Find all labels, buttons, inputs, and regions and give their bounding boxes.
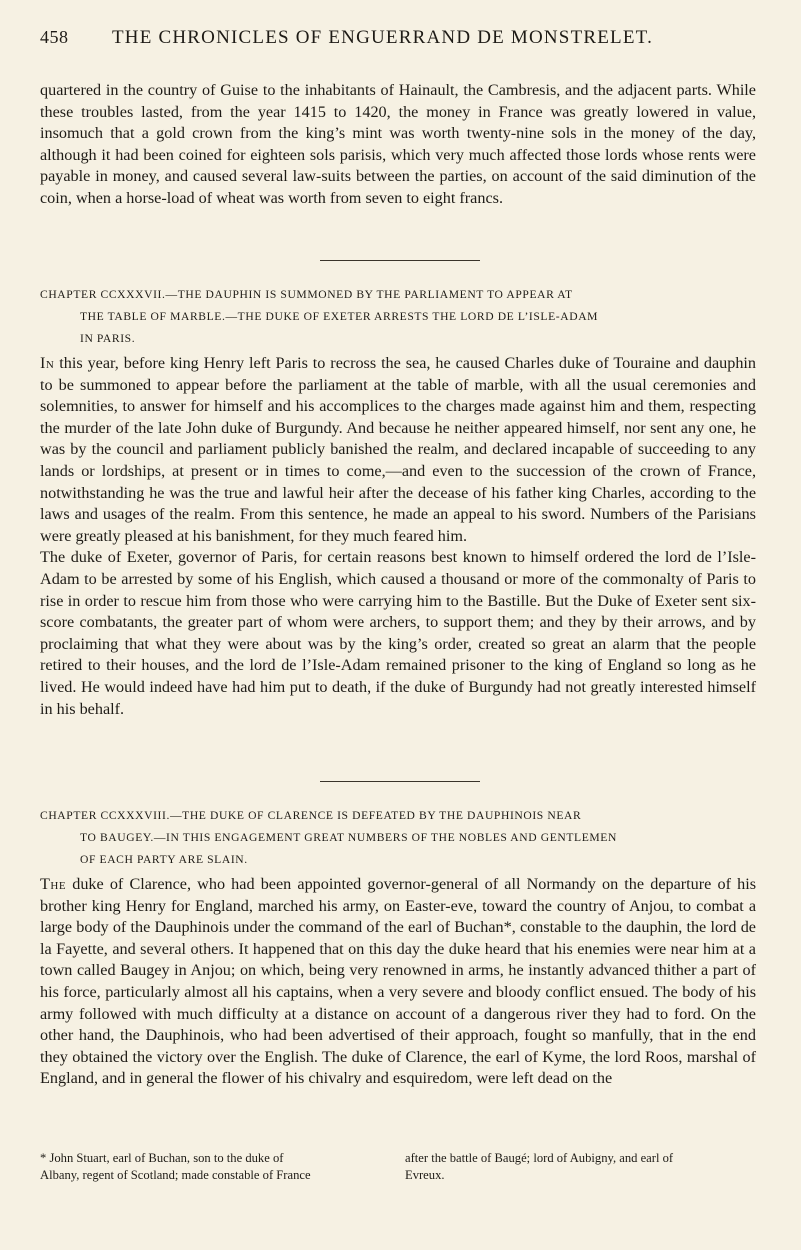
- chapter-237-paragraph-text: this year, before king Henry left Paris to recross the sea, he caused Charles duke of Touraine and dauphin to be summoned to appear before the parliament at the table of marble, with all the usual ceremonies and solemnities, to answer for himself and his accomplices to the charges made against him and them, respecting the murder of the late John duke of Burgundy. And because he neither appeared himself, nor sent any one, he was by the council and parliament publicly banished the realm, and declared incapable of succeeding to any lands or lordships, at present or in times to come,—and even to the succession of the crown of France, notwithstanding he was the true and lawful heir after the decease of his father king Charles, according to the laws and usages of the realm. From this sentence, he made an appeal to his sword. Numbers of the Parisians were greatly pleased at his banishment, for they much feared him.: [40, 354, 757, 545]
- opening-paragraph: quartered in the country of Guise to the inhabitants of Hainault, the Cambresis, and the adjacent parts. While these troubles lasted, from the year 1415 to 1420, the money in France was greatly lowered in value, insomuch that a gold crown from the king’s mint was worth twenty-nine sols in the money of the day, although it had been coined for eighteen sols parisis, which very much affected those lords whose rents were payable in money, and caused several law-suits between the parties, on account of the said diminution of the coin, when a horse-load of wheat was worth from seven to eight francs.: [40, 81, 756, 207]
- chapter-238-paragraph-text: duke of Clarence, who had been appointed governor-general of all Normandy on the departure of his brother king Henry for England, marched his army, on Easter-eve, toward the country of Anjou, to combat a large body of the Dauphinois under the command of the earl of Buchan*, constable to the dauphin, the lord de la Fayette, and several others. It happened that on this day the duke heard that his enemies were near him at a town called Baugey in Anjou; on which, being very renowned in arms, he instantly advanced thither a part of his force, particularly almost all his captains, when a very severe and bloody conflict ensued. The body of his army followed with much difficulty at a distance on account of a dangerous river they had to ford. On the other hand, the Dauphinois, who had been advertised of their approach, fought so manfully, that in the end they obtained the victory over the English. The duke of Clarence, the earl of Kyme, the lord Roos, marshal of England, and in general the flower of his chivalry and esquiredom, were left dead on the: [40, 875, 757, 1088]
- chapter-237-opening-word: In: [40, 354, 55, 372]
- footnote-row: [40, 1150, 756, 1184]
- chapter-238-heading-line: CHAPTER CCXXXVIII.—THE DUKE OF CLARENCE IS DEFEATED BY THE DAUPHINOIS NEAR: [40, 809, 582, 822]
- section-divider: [320, 260, 480, 261]
- footnote: [40, 1150, 756, 1184]
- footnote-line: after the battle of Baugé; lord of Aubigny, and earl of: [405, 1151, 674, 1165]
- chapter-237-paragraph: The duke of Exeter, governor of Paris, for certain reasons best known to himself ordered the lord de l’Isle-Adam to be arrested by some of his English, which caused a thousand or more of the commonalty of Paris to rise in order to rescue him from those who were carrying him to the Bastille. But the Duke of Exeter sent six-score combatants, the greater part of whom were archers, to support them; and they by their arrows, and by proclaiming that what they were about was by the king’s order, created so great an alarm that the people retired to their houses, and the lord de l’Isle-Adam remained prisoner to the king of England so long as he lived. He would indeed have had him put to death, if the duke of Burgundy had not greatly interested himself in his behalf.: [40, 548, 756, 718]
- chapter-237-heading-line: THE TABLE OF MARBLE.—THE DUKE OF EXETER ARRESTS THE LORD DE L’ISLE-ADAM: [80, 310, 599, 323]
- chapter-237-heading: [40, 284, 756, 350]
- footnote-right-column: [391, 1150, 756, 1184]
- footnote-line: * John Stuart, earl of Buchan, son to the duke of: [40, 1151, 284, 1165]
- page-header: [40, 27, 760, 55]
- chapter-237-heading-line: CHAPTER CCXXXVII.—THE DAUPHIN IS SUMMONED BY THE PARLIAMENT TO APPEAR AT: [40, 288, 573, 301]
- opening-paragraph-block: [40, 80, 756, 210]
- running-title: THE CHRONICLES OF ENGUERRAND DE MONSTRELET.: [112, 27, 654, 48]
- chapter-238-opening-word: The: [40, 875, 67, 893]
- page-number: 458: [40, 27, 69, 47]
- section-divider: [320, 781, 480, 782]
- chapter-238-heading-line: OF EACH PARTY ARE SLAIN.: [80, 853, 248, 866]
- footnote-line: Albany, regent of Scotland; made constable of France: [40, 1168, 311, 1182]
- chapter-238-heading-line: TO BAUGEY.—IN THIS ENGAGEMENT GREAT NUMBERS OF THE NOBLES AND GENTLEMEN: [80, 831, 617, 844]
- chapter-238-body: [40, 874, 756, 1090]
- footnote-line: Evreux.: [405, 1168, 445, 1182]
- chapter-237-body: [40, 353, 756, 720]
- chapter-238-paragraph: [40, 874, 756, 1090]
- chapter-237-heading-line: IN PARIS.: [80, 332, 136, 345]
- footnote-left-column: [40, 1150, 391, 1184]
- chapter-238-heading: [40, 805, 756, 871]
- chapter-237-paragraph: [40, 353, 756, 547]
